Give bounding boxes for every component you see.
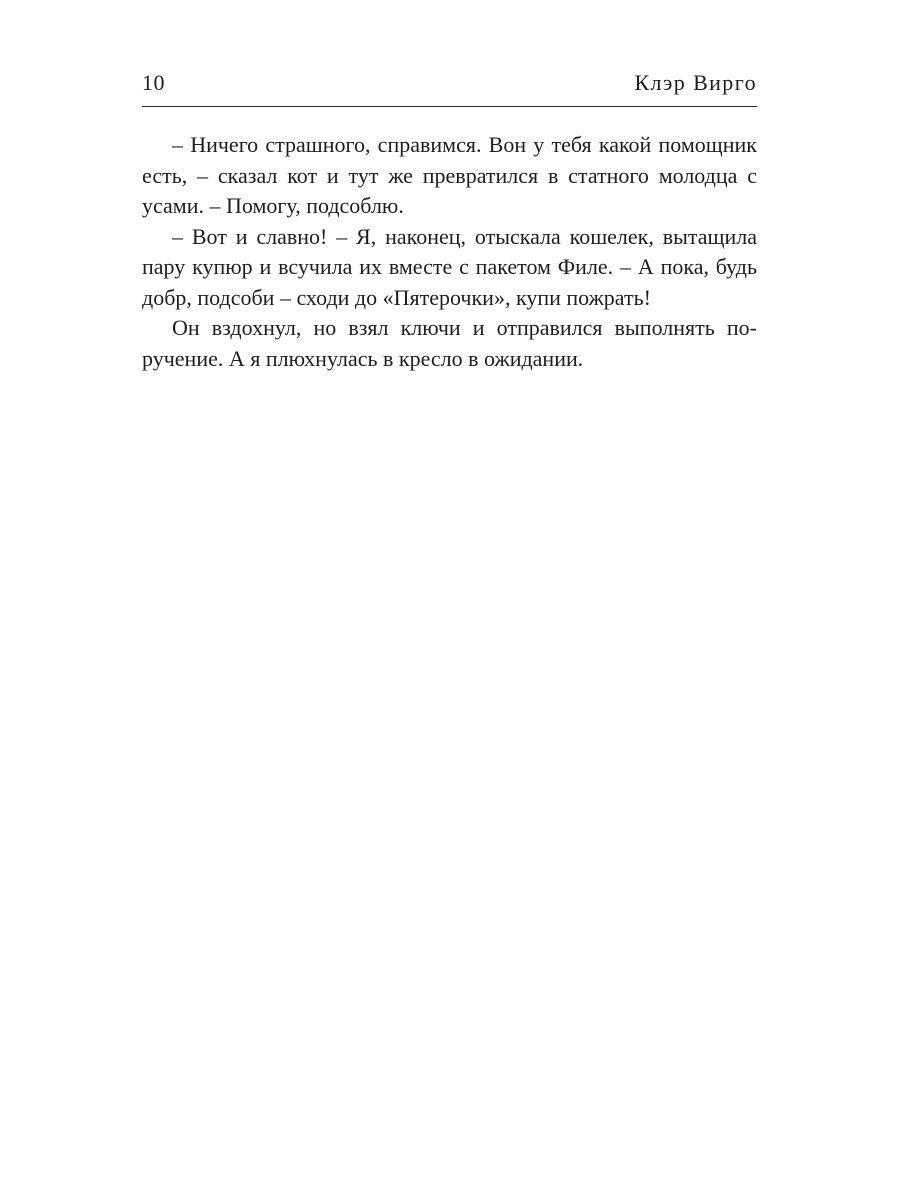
page-header	[142, 64, 757, 107]
paragraph: – Вот и славно! – Я, наконец, отыскала кошелек, вытащила пару купюр и всучила их вместе с пакетом Филе. – А пока, будь добр, подсоби – сходи до «Пятерочки», купи пожрать!	[142, 223, 757, 310]
running-head: Клэр Вирго	[634, 70, 757, 95]
page-body	[142, 130, 757, 374]
paragraph: Он вздохнул, но взял ключи и отправился выполнять поручение. А я плюхнулась в кресло в ожидании.	[142, 315, 757, 371]
paragraph: – Ничего страшного, справимся. Вон у тебя какой помощник есть, – сказал кот и тут же превратился в статного молодца с усами. – Помогу, подсоблю.	[142, 132, 757, 218]
page-number: 10	[142, 70, 165, 95]
